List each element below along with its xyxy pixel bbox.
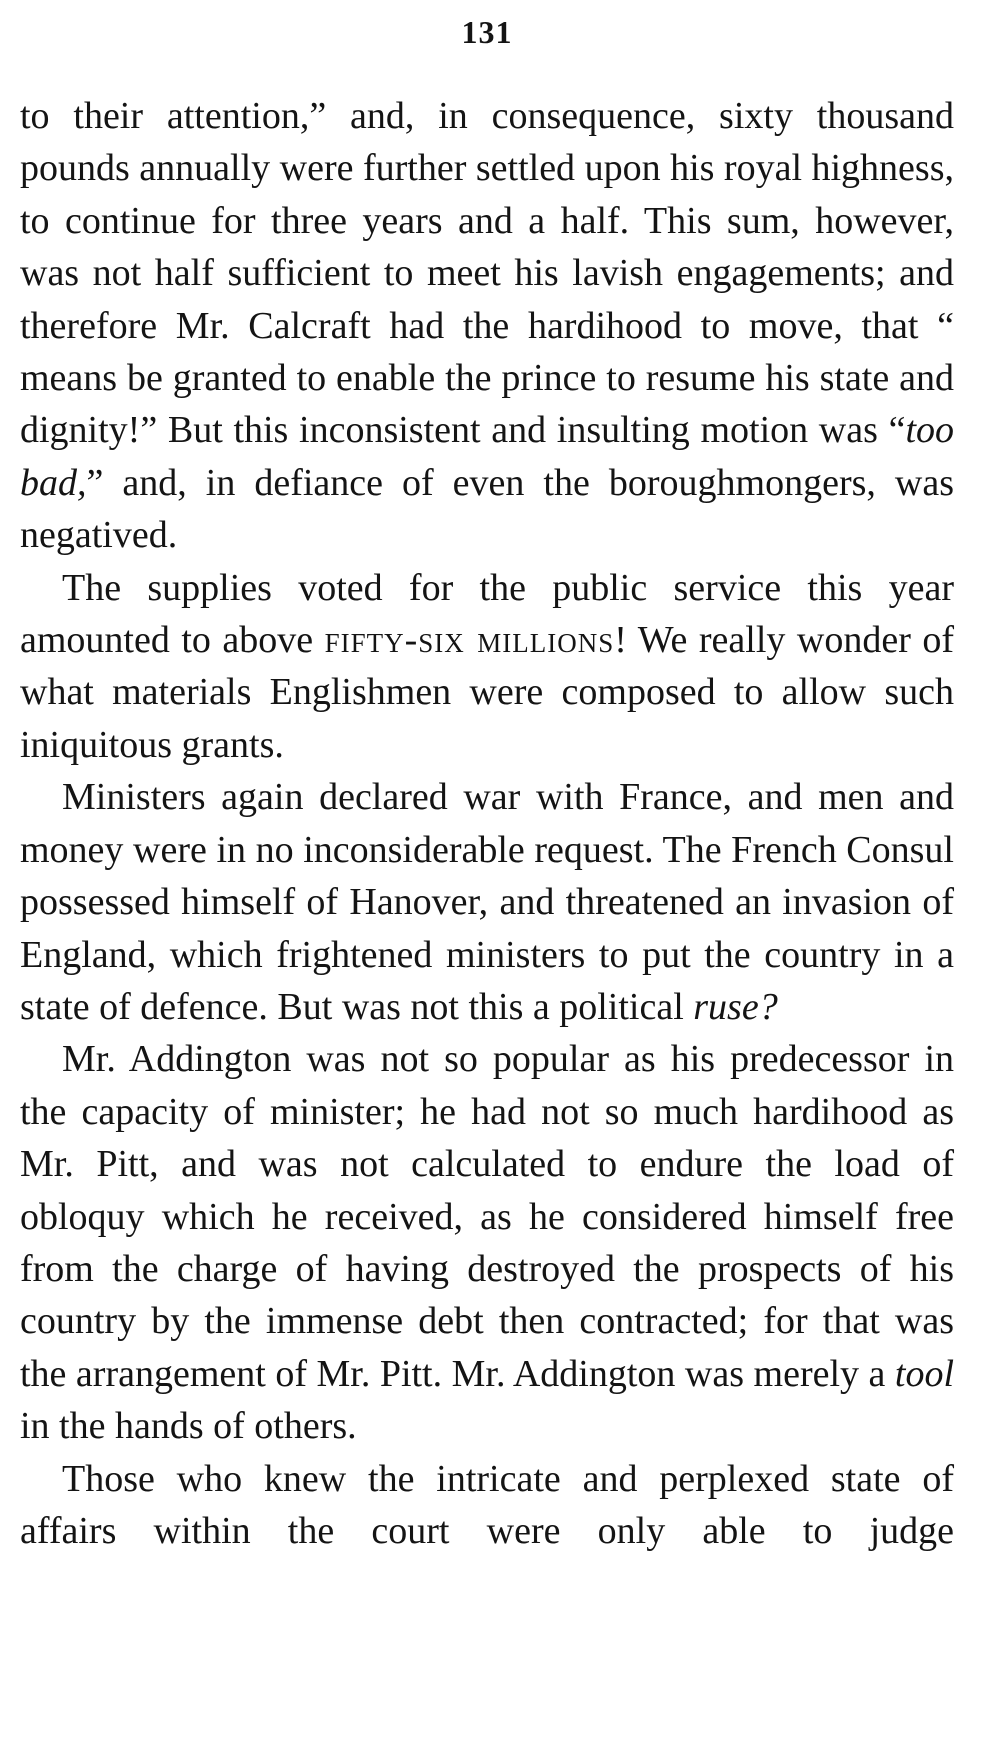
- page-number: 131: [461, 14, 513, 50]
- italic-text: tool: [894, 1352, 955, 1395]
- text-segment: Ministers again declared war with France, and men and money were in no inconsiderable request. The French Consul possessed himself of Hanover, and threatened an invasion of England, which frightened ministers to put the country in a state of defence. But was not this a political: [20, 776, 954, 1028]
- text-segment: ! We really wonder of what materials Englishmen were composed to allow such iniquitous grants.: [20, 619, 954, 766]
- paragraph-2: [20, 562, 954, 772]
- text-segment: Mr. Addington was not so popular as his predecessor in the capacity of minister; he had not so much hardihood as Mr. Pitt, and was not calculated to endure the load of obloquy which he received, as he considered himself free from the charge of having destroyed the prospects of his country by the immense debt then contracted; for that was the arrangement of Mr. Pitt. Mr. Addington was merely a: [20, 1038, 954, 1395]
- text-segment: Those who knew the intricate and perplexed state of affairs within the court were only able to judge: [20, 1457, 954, 1552]
- text-segment: in the hands of others.: [20, 1405, 357, 1448]
- text-segment: ” and, in defiance of even the boroughmongers, was negatived.: [20, 461, 954, 557]
- paragraph-3: [20, 771, 954, 1033]
- italic-text: ruse?: [693, 985, 778, 1028]
- paragraph-4: [20, 1033, 954, 1452]
- text-segment: The supplies voted for the public service this year amounted to above: [20, 566, 954, 662]
- body-text: [20, 90, 954, 1557]
- paragraph-5: [20, 1453, 954, 1558]
- text-segment: to their attention,” and, in consequence, sixty thousand pounds annually were further settled upon his royal highness, to continue for three years and a half. This sum, however, was not half sufficient to meet his lavish engagements; and therefore Mr. Calcraft had the hardihood to move, that “ means be granted to enable the prince to resume his state and dignity!” But this inconsistent and insulting motion was “: [20, 95, 954, 452]
- paragraph-1: [20, 90, 954, 562]
- smallcaps-text: fifty-six millions: [324, 619, 615, 662]
- italic-text: too bad,: [20, 409, 954, 504]
